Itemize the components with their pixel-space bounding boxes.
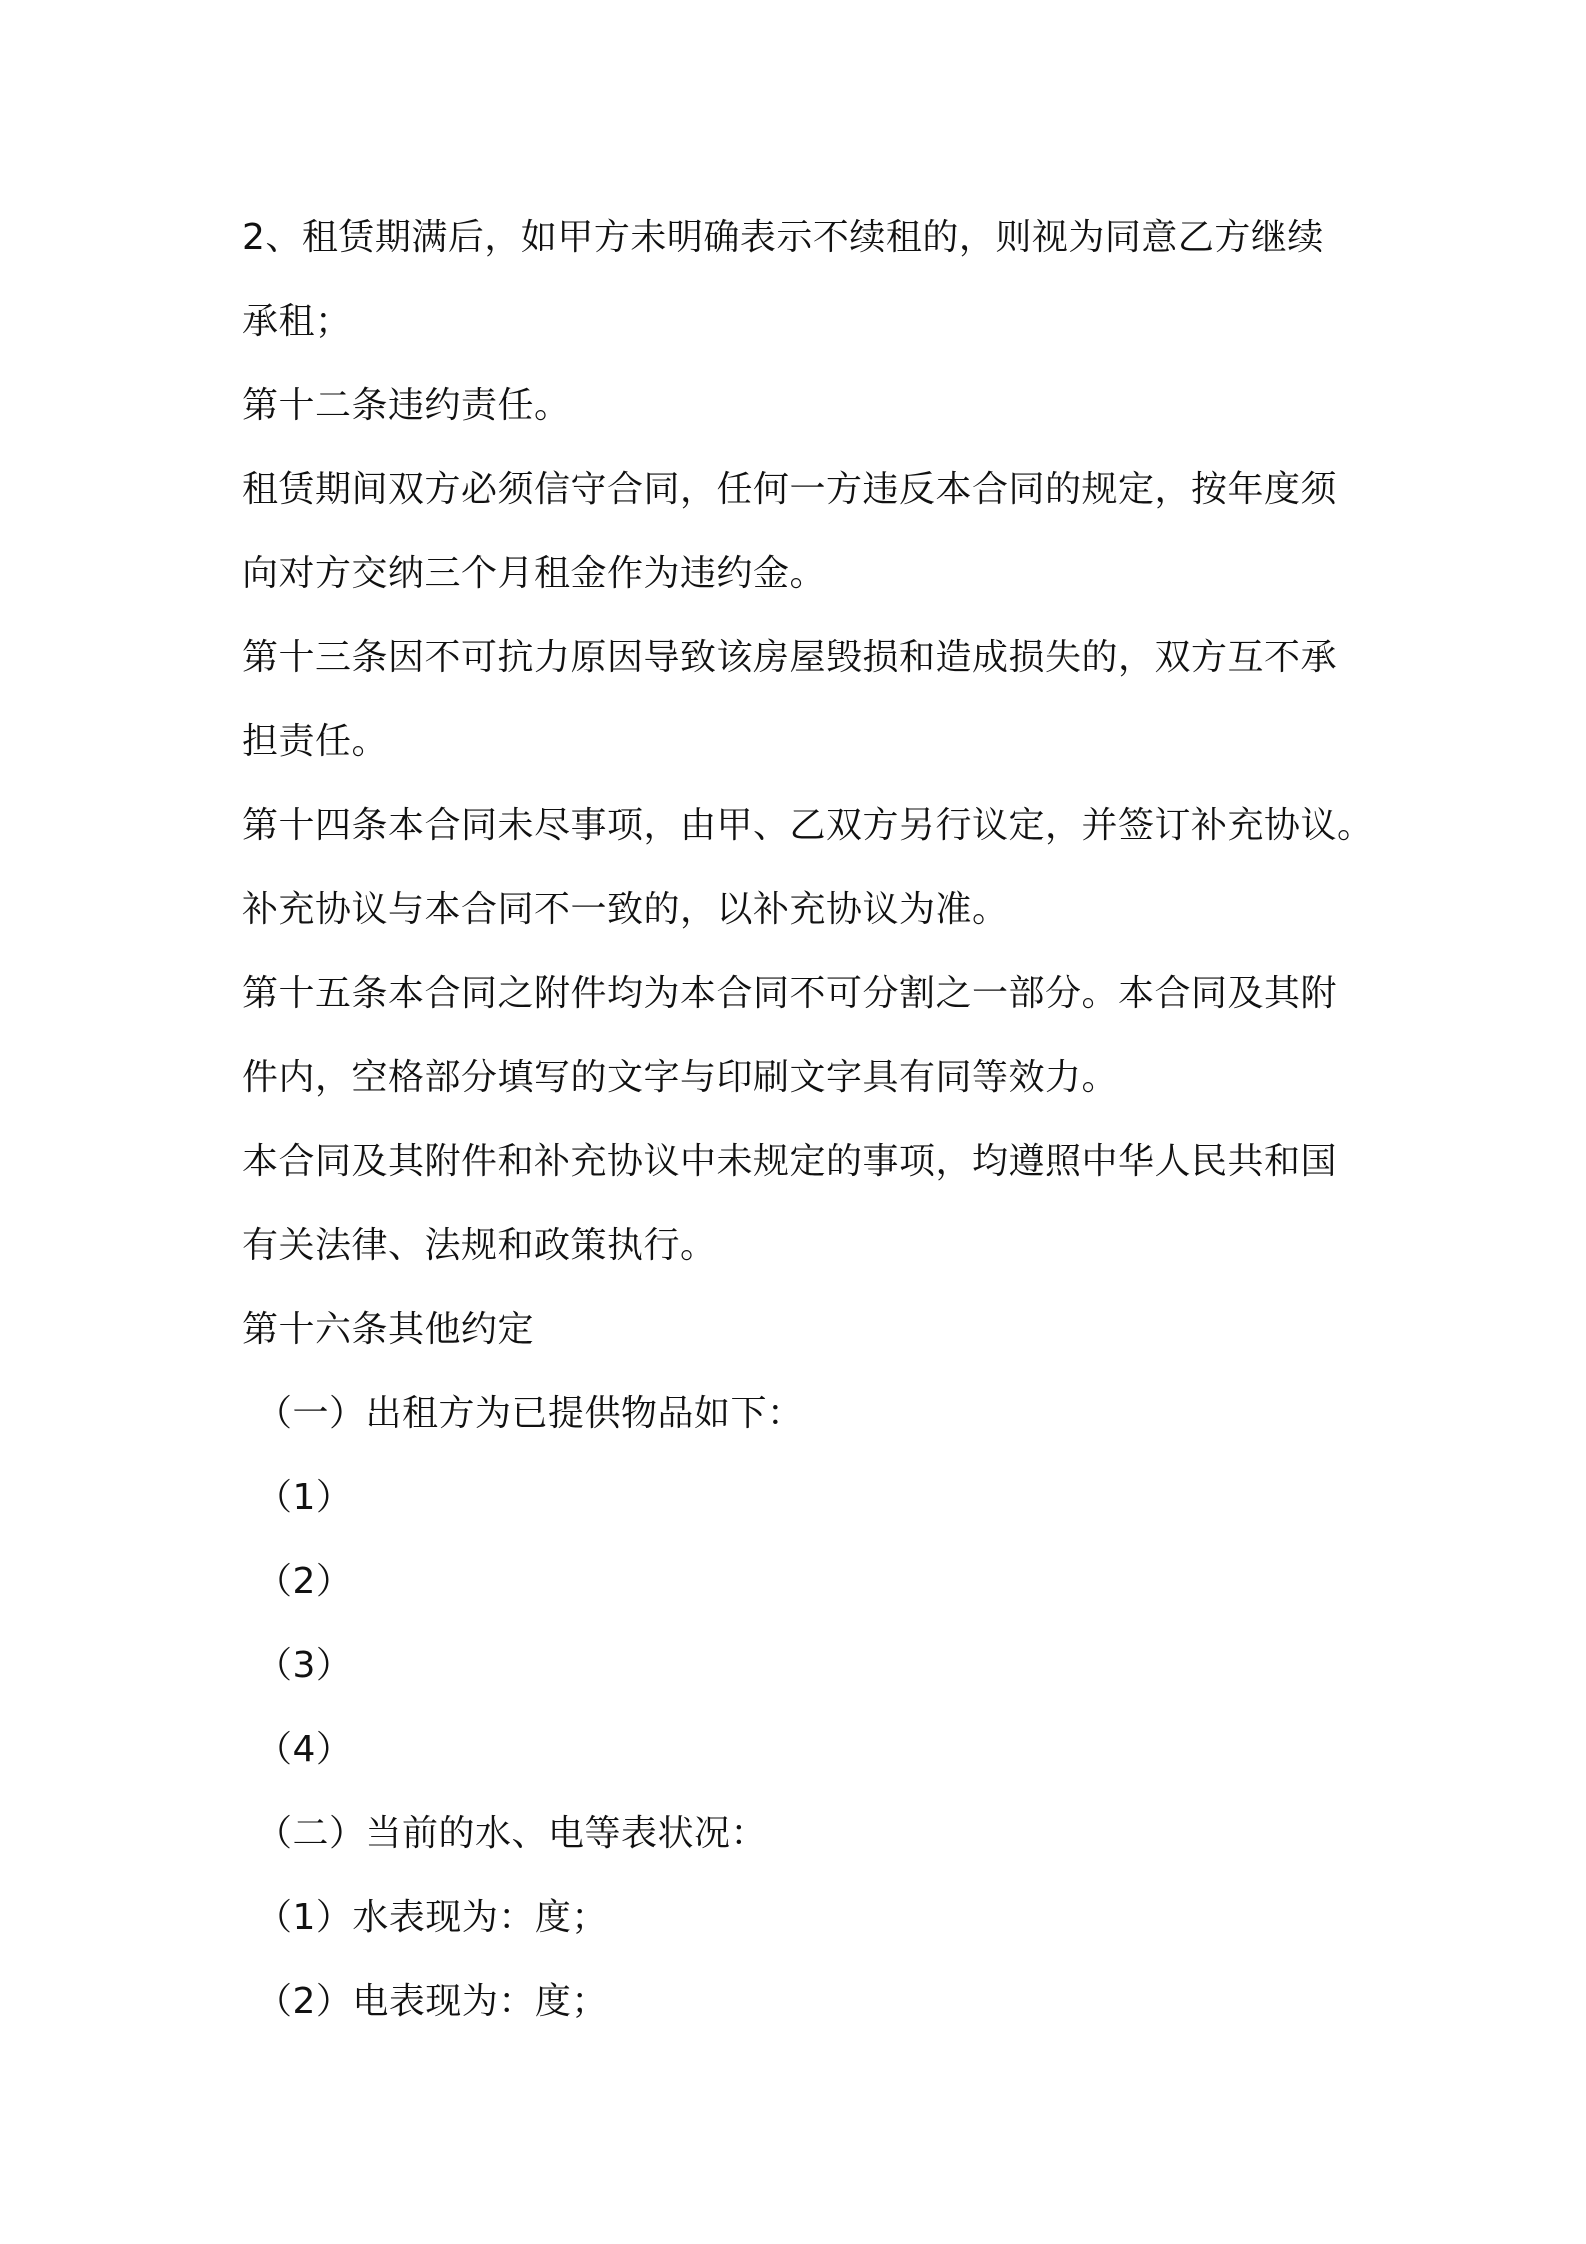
text-line: 第十三条因不可抗力原因导致该房屋毁损和造成损失的，双方互不承: [242, 637, 1338, 678]
text-line: 承租；: [242, 301, 352, 342]
list-item: （2）电表现为：度；: [256, 1981, 608, 2022]
article-heading: 第十六条其他约定: [242, 1309, 535, 1350]
list-item: （4）: [256, 1729, 353, 1770]
article-heading: 第十二条违约责任。: [242, 385, 571, 426]
list-item: （3）: [256, 1645, 353, 1686]
text-line: 补充协议与本合同不一致的，以补充协议为准。: [242, 889, 1009, 930]
list-item: （1）水表现为：度；: [256, 1897, 608, 1938]
text-line: 向对方交纳三个月租金作为违约金。: [242, 553, 827, 594]
text-line: 有关法律、法规和政策执行。: [242, 1225, 717, 1266]
text-line: 2、租赁期满后，如甲方未明确表示不续租的，则视为同意乙方继续: [242, 217, 1324, 258]
text-line: 件内，空格部分填写的文字与印刷文字具有同等效力。: [242, 1057, 1119, 1098]
document-body: [242, 196, 1374, 2044]
text-line: 第十四条本合同未尽事项，由甲、乙双方另行议定，并签订补充协议。: [242, 805, 1374, 846]
text-line: 第十五条本合同之附件均为本合同不可分割之一部分。本合同及其附: [242, 973, 1338, 1014]
list-section-heading: （一）出租方为已提供物品如下：: [256, 1393, 804, 1434]
list-item: （1）: [256, 1477, 353, 1518]
text-line: 担责任。: [242, 721, 389, 762]
text-line: 租赁期间双方必须信守合同，任何一方违反本合同的规定，按年度须: [242, 469, 1338, 510]
text-line: 本合同及其附件和补充协议中未规定的事项，均遵照中华人民共和国: [242, 1141, 1338, 1182]
list-section-heading: （二）当前的水、电等表状况：: [256, 1813, 768, 1854]
list-item: （2）: [256, 1561, 353, 1602]
